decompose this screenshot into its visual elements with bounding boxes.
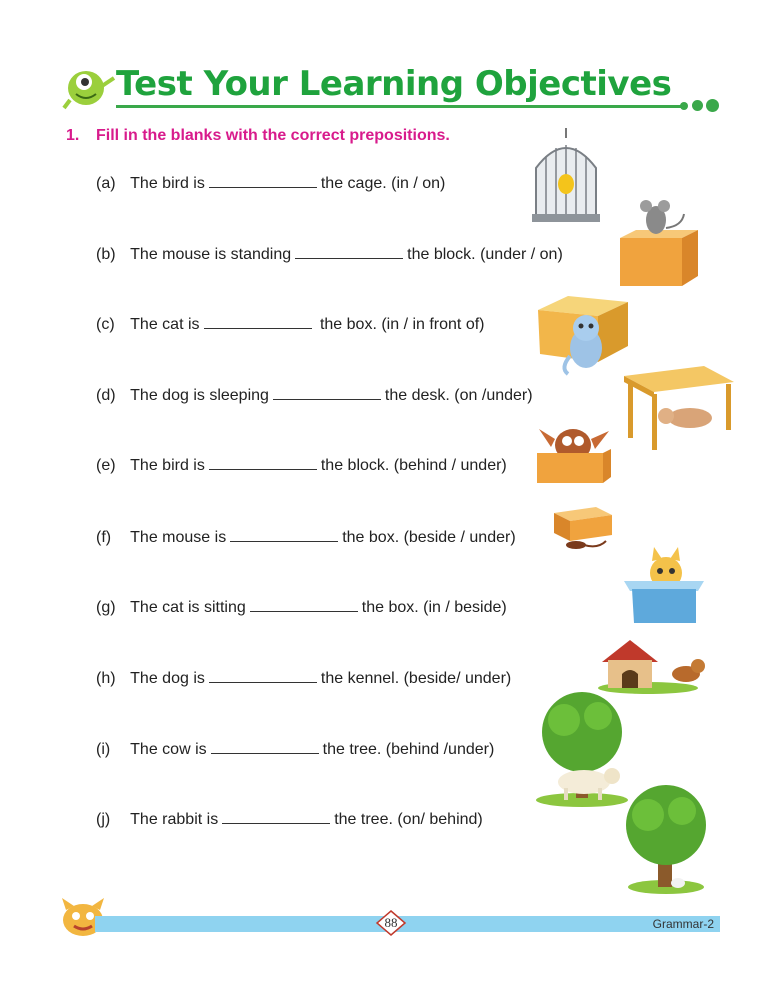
answer-blank[interactable] xyxy=(209,455,317,470)
mascot-icon xyxy=(62,60,116,110)
answer-blank[interactable] xyxy=(295,244,403,259)
rule-dot xyxy=(692,100,703,111)
answer-blank[interactable] xyxy=(222,809,330,824)
bird-in-cage-illustration xyxy=(530,128,602,224)
answer-blank[interactable] xyxy=(273,385,381,400)
exercise-row-c: (c) The cat is the box. (in / in front of) xyxy=(96,316,485,333)
exercise-row-j: (j) The rabbit is the tree. (on/ behind) xyxy=(96,811,483,828)
answer-blank[interactable] xyxy=(209,173,317,188)
question-instruction: Fill in the blanks with the correct prepositions. xyxy=(96,127,450,144)
answer-blank[interactable] xyxy=(250,597,358,612)
book-name: Grammar-2 xyxy=(652,917,714,931)
dog-under-desk-illustration xyxy=(620,362,738,452)
page-title: Test Your Learning Objectives xyxy=(116,64,672,104)
bird-behind-block-illustration xyxy=(533,423,613,485)
answer-blank[interactable] xyxy=(230,527,338,542)
question-number: 1. xyxy=(66,127,80,144)
exercise-row-i: (i) The cow is the tree. (behind /under) xyxy=(96,741,495,758)
title-underline xyxy=(116,105,686,108)
mouse-under-box-illustration xyxy=(550,503,616,551)
answer-blank[interactable] xyxy=(204,314,312,329)
rabbit-tree-illustration xyxy=(620,783,716,895)
exercise-row-d: (d) The dog is sleeping the desk. (on /under) xyxy=(96,387,533,404)
exercise-row-a: (a) The bird is the cage. (in / on) xyxy=(96,175,446,192)
exercise-row-e: (e) The bird is the block. (behind / under) xyxy=(96,457,507,474)
exercise-row-b: (b) The mouse is standing the block. (under / on) xyxy=(96,246,563,263)
rule-dot xyxy=(706,99,719,112)
dog-beside-kennel-illustration xyxy=(598,636,714,696)
cat-in-box-illustration xyxy=(620,545,708,627)
exercise-row-f: (f) The mouse is the box. (beside / under) xyxy=(96,529,516,546)
rule-dot xyxy=(680,102,688,110)
cow-tree-illustration xyxy=(534,690,634,808)
page-number: 88 xyxy=(384,915,398,930)
exercise-row-g: (g) The cat is sitting the box. (in / beside) xyxy=(96,599,507,616)
exercise-row-h: (h) The dog is the kennel. (beside/ under) xyxy=(96,670,512,687)
answer-blank[interactable] xyxy=(211,739,319,754)
mouse-on-block-illustration xyxy=(612,198,702,290)
answer-blank[interactable] xyxy=(209,668,317,683)
